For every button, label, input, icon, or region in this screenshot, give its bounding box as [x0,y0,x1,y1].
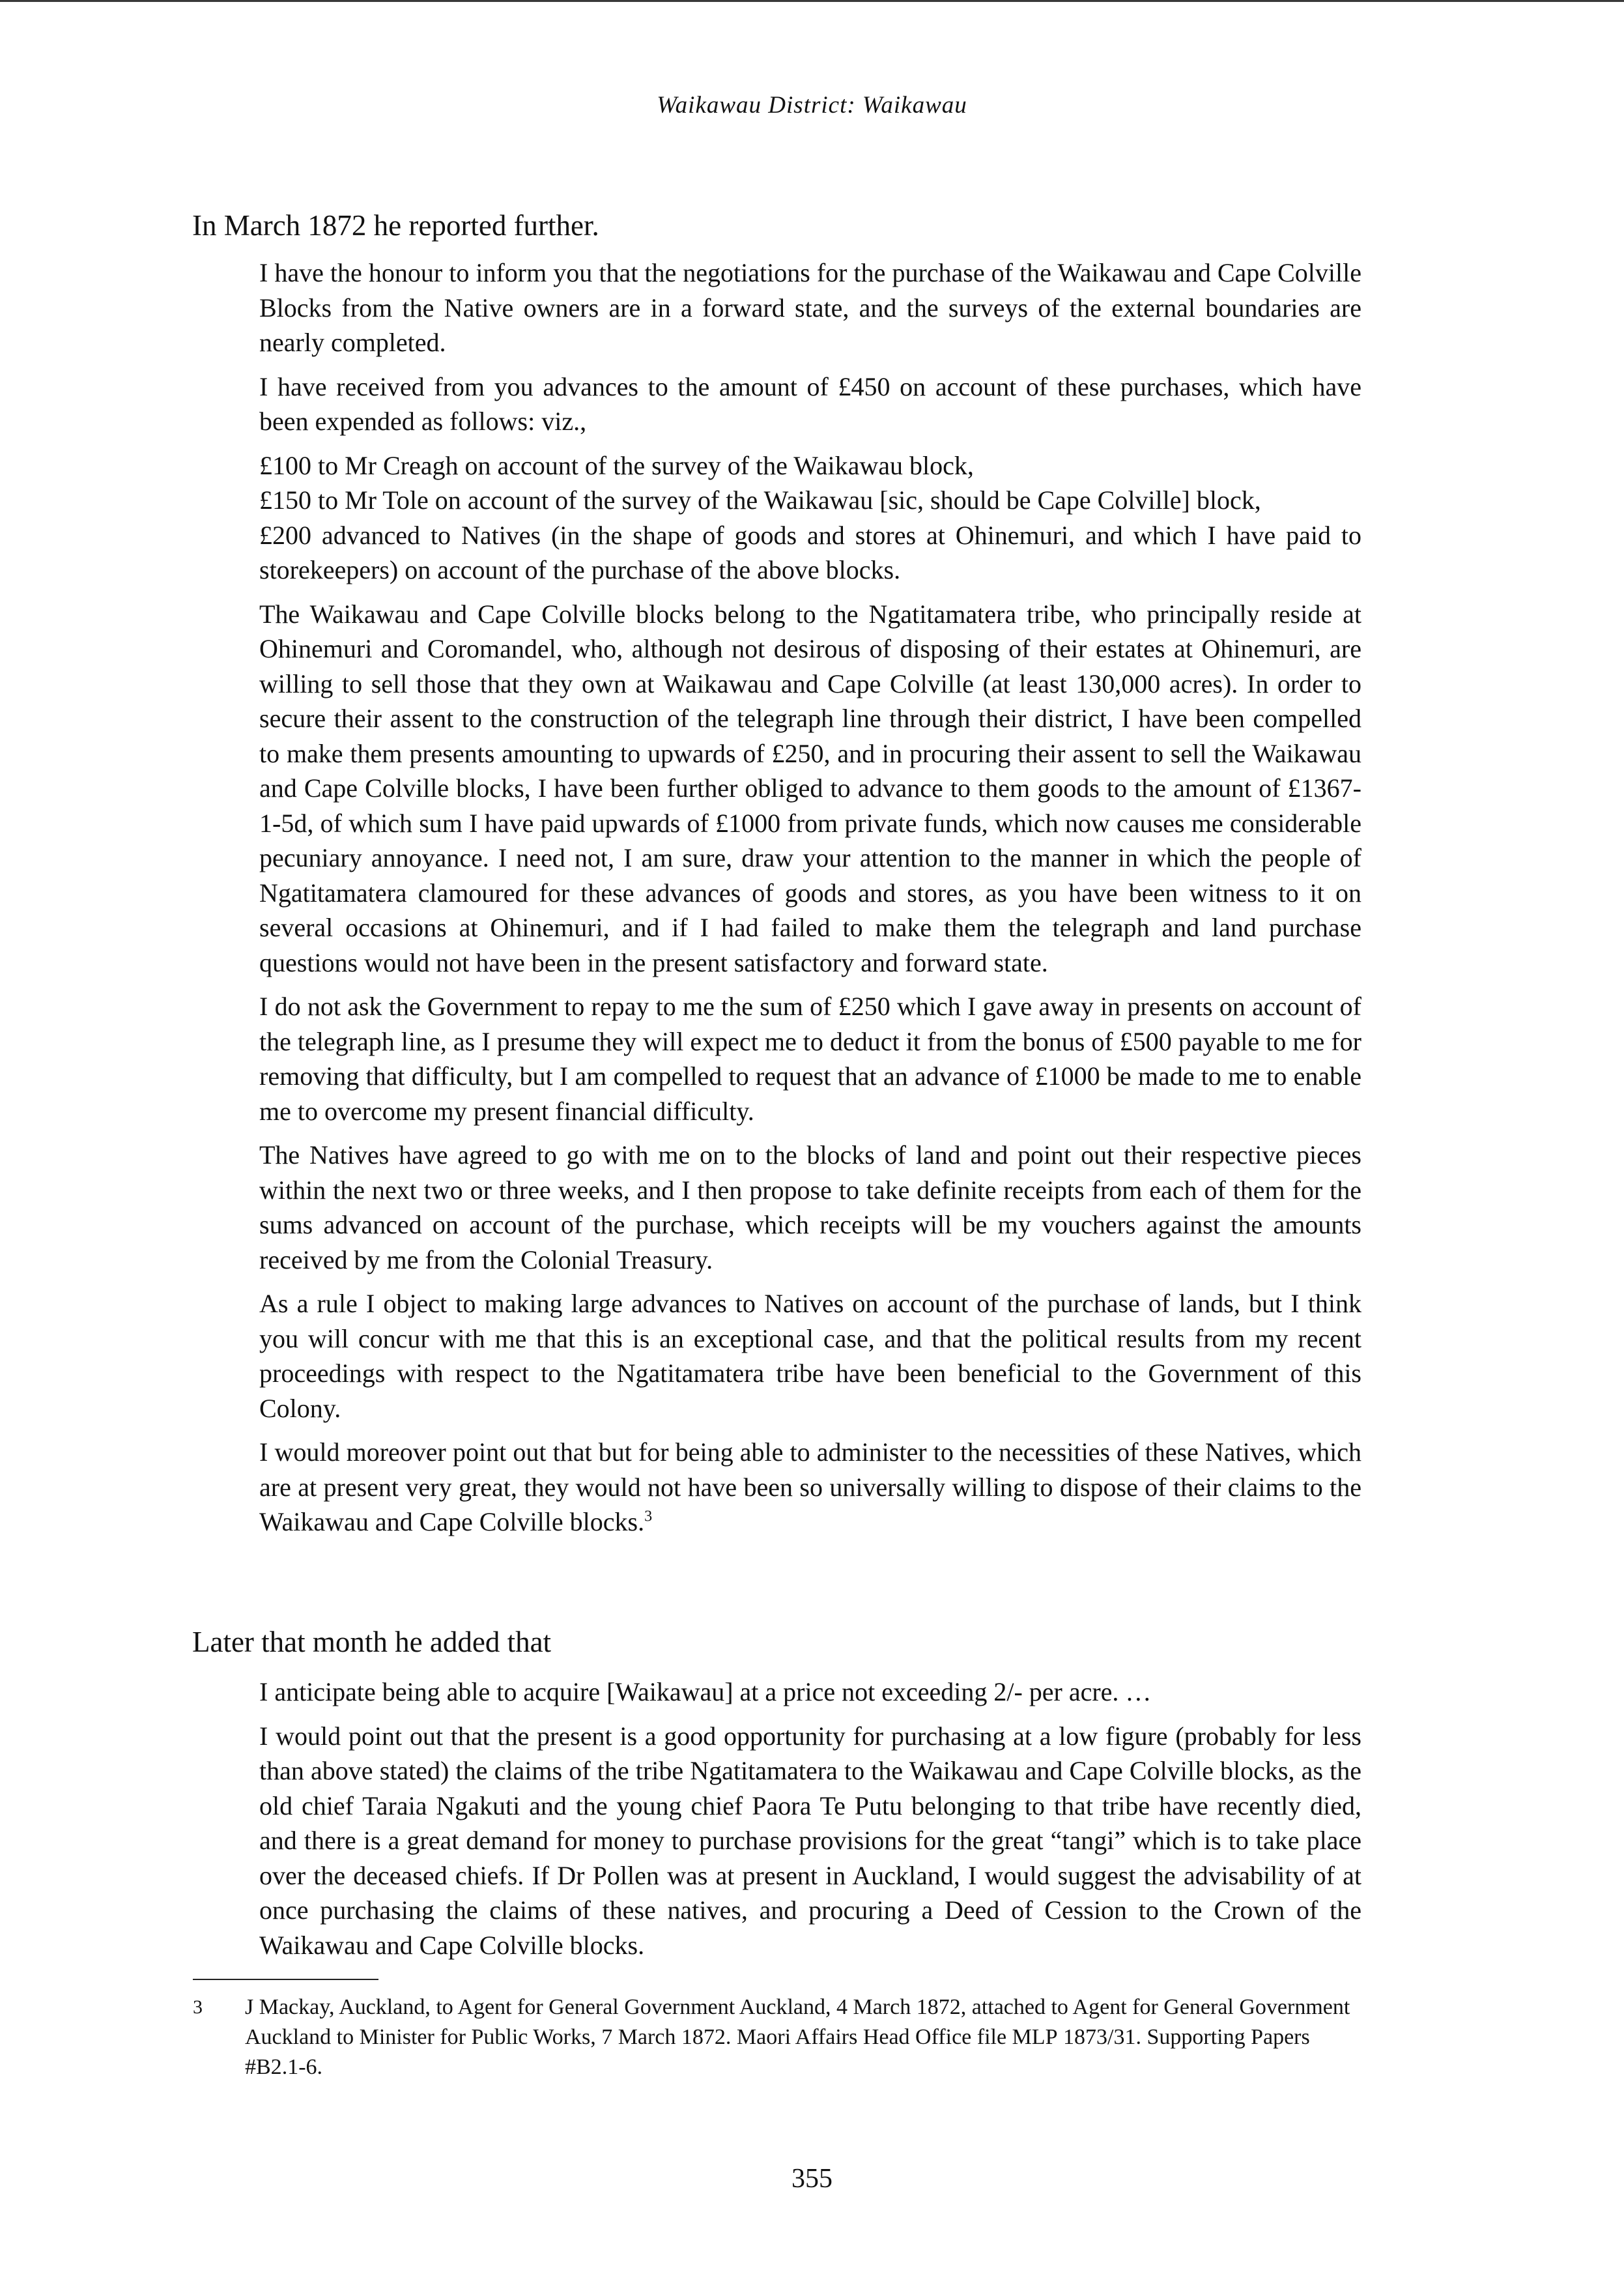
footnote-reference: 3 [644,1508,653,1525]
block-quote-1 [259,255,1361,1549]
intro-text-2: Later that month he added that [192,1626,552,1658]
running-head: Waikawau District: Waikawau [657,92,967,119]
quote-paragraph [259,1435,1361,1540]
footnote-text-part: .1-6. [281,2055,323,2079]
footnote-number: 3 [193,1996,203,2018]
page-number: 355 [791,2164,833,2194]
quote-paragraph: As a rule I object to making large advances to Natives on account of the purchase of lands, but I think you will concur with me that this is an exceptional case, and that the political results from my recent proceedings with respect to the Ngatitamatera tribe have been beneficial to the Government of this Colony. [259,1289,1361,1423]
quote-text: I would moreover point out that but for being able to administer to the necessities of these Natives, which are at present very great, they would not have been so universally willing to dispose of their claims to the Waikawau and Cape Colville blocks. [259,1437,1361,1536]
intro-text-1: In March 1872 he reported further. [192,209,599,242]
quote-paragraph: The Natives have agreed to go with me on to the blocks of land and point out their respective pieces within the next two or three weeks, and I then propose to take definite receipts from each of them for the sums advanced on account of the purchase, which receipts will be my vouchers against the amounts received by me from the Colonial Treasury. [259,1140,1361,1274]
footnote-text-part: 1873/31. Supporting Papers # [245,2025,1310,2079]
advance-item: £100 to Mr Creagh on account of the survey of the Waikawau block, [259,450,974,480]
advance-item: £200 advanced to Natives (in the shape of goods and stores at Ohinemuri, and which I have paid to storekeepers) on account of the purchase of the above blocks. [259,520,1361,584]
footnote-rule [193,1979,378,1980]
top-rule [0,0,1624,2]
quote-paragraph: I have received from you advances to the amount of £450 on account of these purchases, which have been expended as follows: viz., [259,371,1361,436]
footnote-text-part: J Mackay, Auckland, to Agent for General Government Auckland, 4 March 1872, attached to Agent for General Government Auckland to Minister for Public Works, 7 March 1872. Maori Affairs Head Office file [245,1995,1350,2049]
paper-code: B2 [256,2055,282,2079]
quote-paragraph: The Waikawau and Cape Colville blocks belong to the Ngatitamatera tribe, who principally reside at Ohinemuri and Coromandel, who, although not desirous of disposing of their estates at Ohinemuri, are willing to sell those that they own at Waikawau and Cape Colville (at least 130,000 acres). In order to secure their assent to the construction of the telegraph line through their district, I have been compelled to make them presents amounting to upwards of £250, and in procuring their assent to sell the Waikawau and Cape Colville blocks, I have been further obliged to advance to them goods to the amount of £1367-1-5d, of which sum I have paid upwards of £1000 from private funds, which now causes me considerable pecuniary annoyance. I need not, I am sure, draw your attention to the manner in which the people of Ngatitamatera clamoured for these advances of goods and stores, as you have been witness to it on several occasions at Ohinemuri, and if I had failed to make them the telegraph and land purchase questions would not have been in the present satisfactory and forward state. [259,599,1361,977]
file-code: MLP [1012,2025,1058,2049]
advance-item: £150 to Mr Tole on account of the survey of the Waikawau [sic, should be Cape Colville] block, [259,485,1261,515]
footnote-text [245,1992,1372,2082]
block-quote-2 [259,1674,1361,1972]
quote-paragraph: I have the honour to inform you that the negotiations for the purchase of the Waikawau and Cape Colville Blocks from the Native owners are in a forward state, and the surveys of the external boundaries are nearly completed. [259,258,1361,357]
quote-paragraph: I do not ask the Government to repay to me the sum of £250 which I gave away in presents on account of the telegraph line, as I presume they will expect me to deduct it from the bonus of £500 payable to me for removing that difficulty, but I am compelled to request that an advance of £1000 be made to me to enable me to overcome my present financial difficulty. [259,992,1361,1126]
quote-paragraph: I anticipate being able to acquire [Waikawau] at a price not exceeding 2/- per acre. … [259,1677,1152,1706]
quote-paragraph: I would point out that the present is a good opportunity for purchasing at a low figure (probably for less than above stated) the claims of the tribe Ngatitamatera to the Waikawau and Cape Colville blocks, as the old chief Taraia Ngakuti and the young chief Paora Te Putu belonging to that tribe have recently died, and there is a great demand for money to purchase provisions for the great “tangi” which is to take place over the deceased chiefs. If Dr Pollen was at present in Auckland, I would suggest the advisability of at once purchasing the claims of these natives, and procuring a Deed of Cession to the Crown of the Waikawau and Cape Colville blocks. [259,1721,1361,1960]
